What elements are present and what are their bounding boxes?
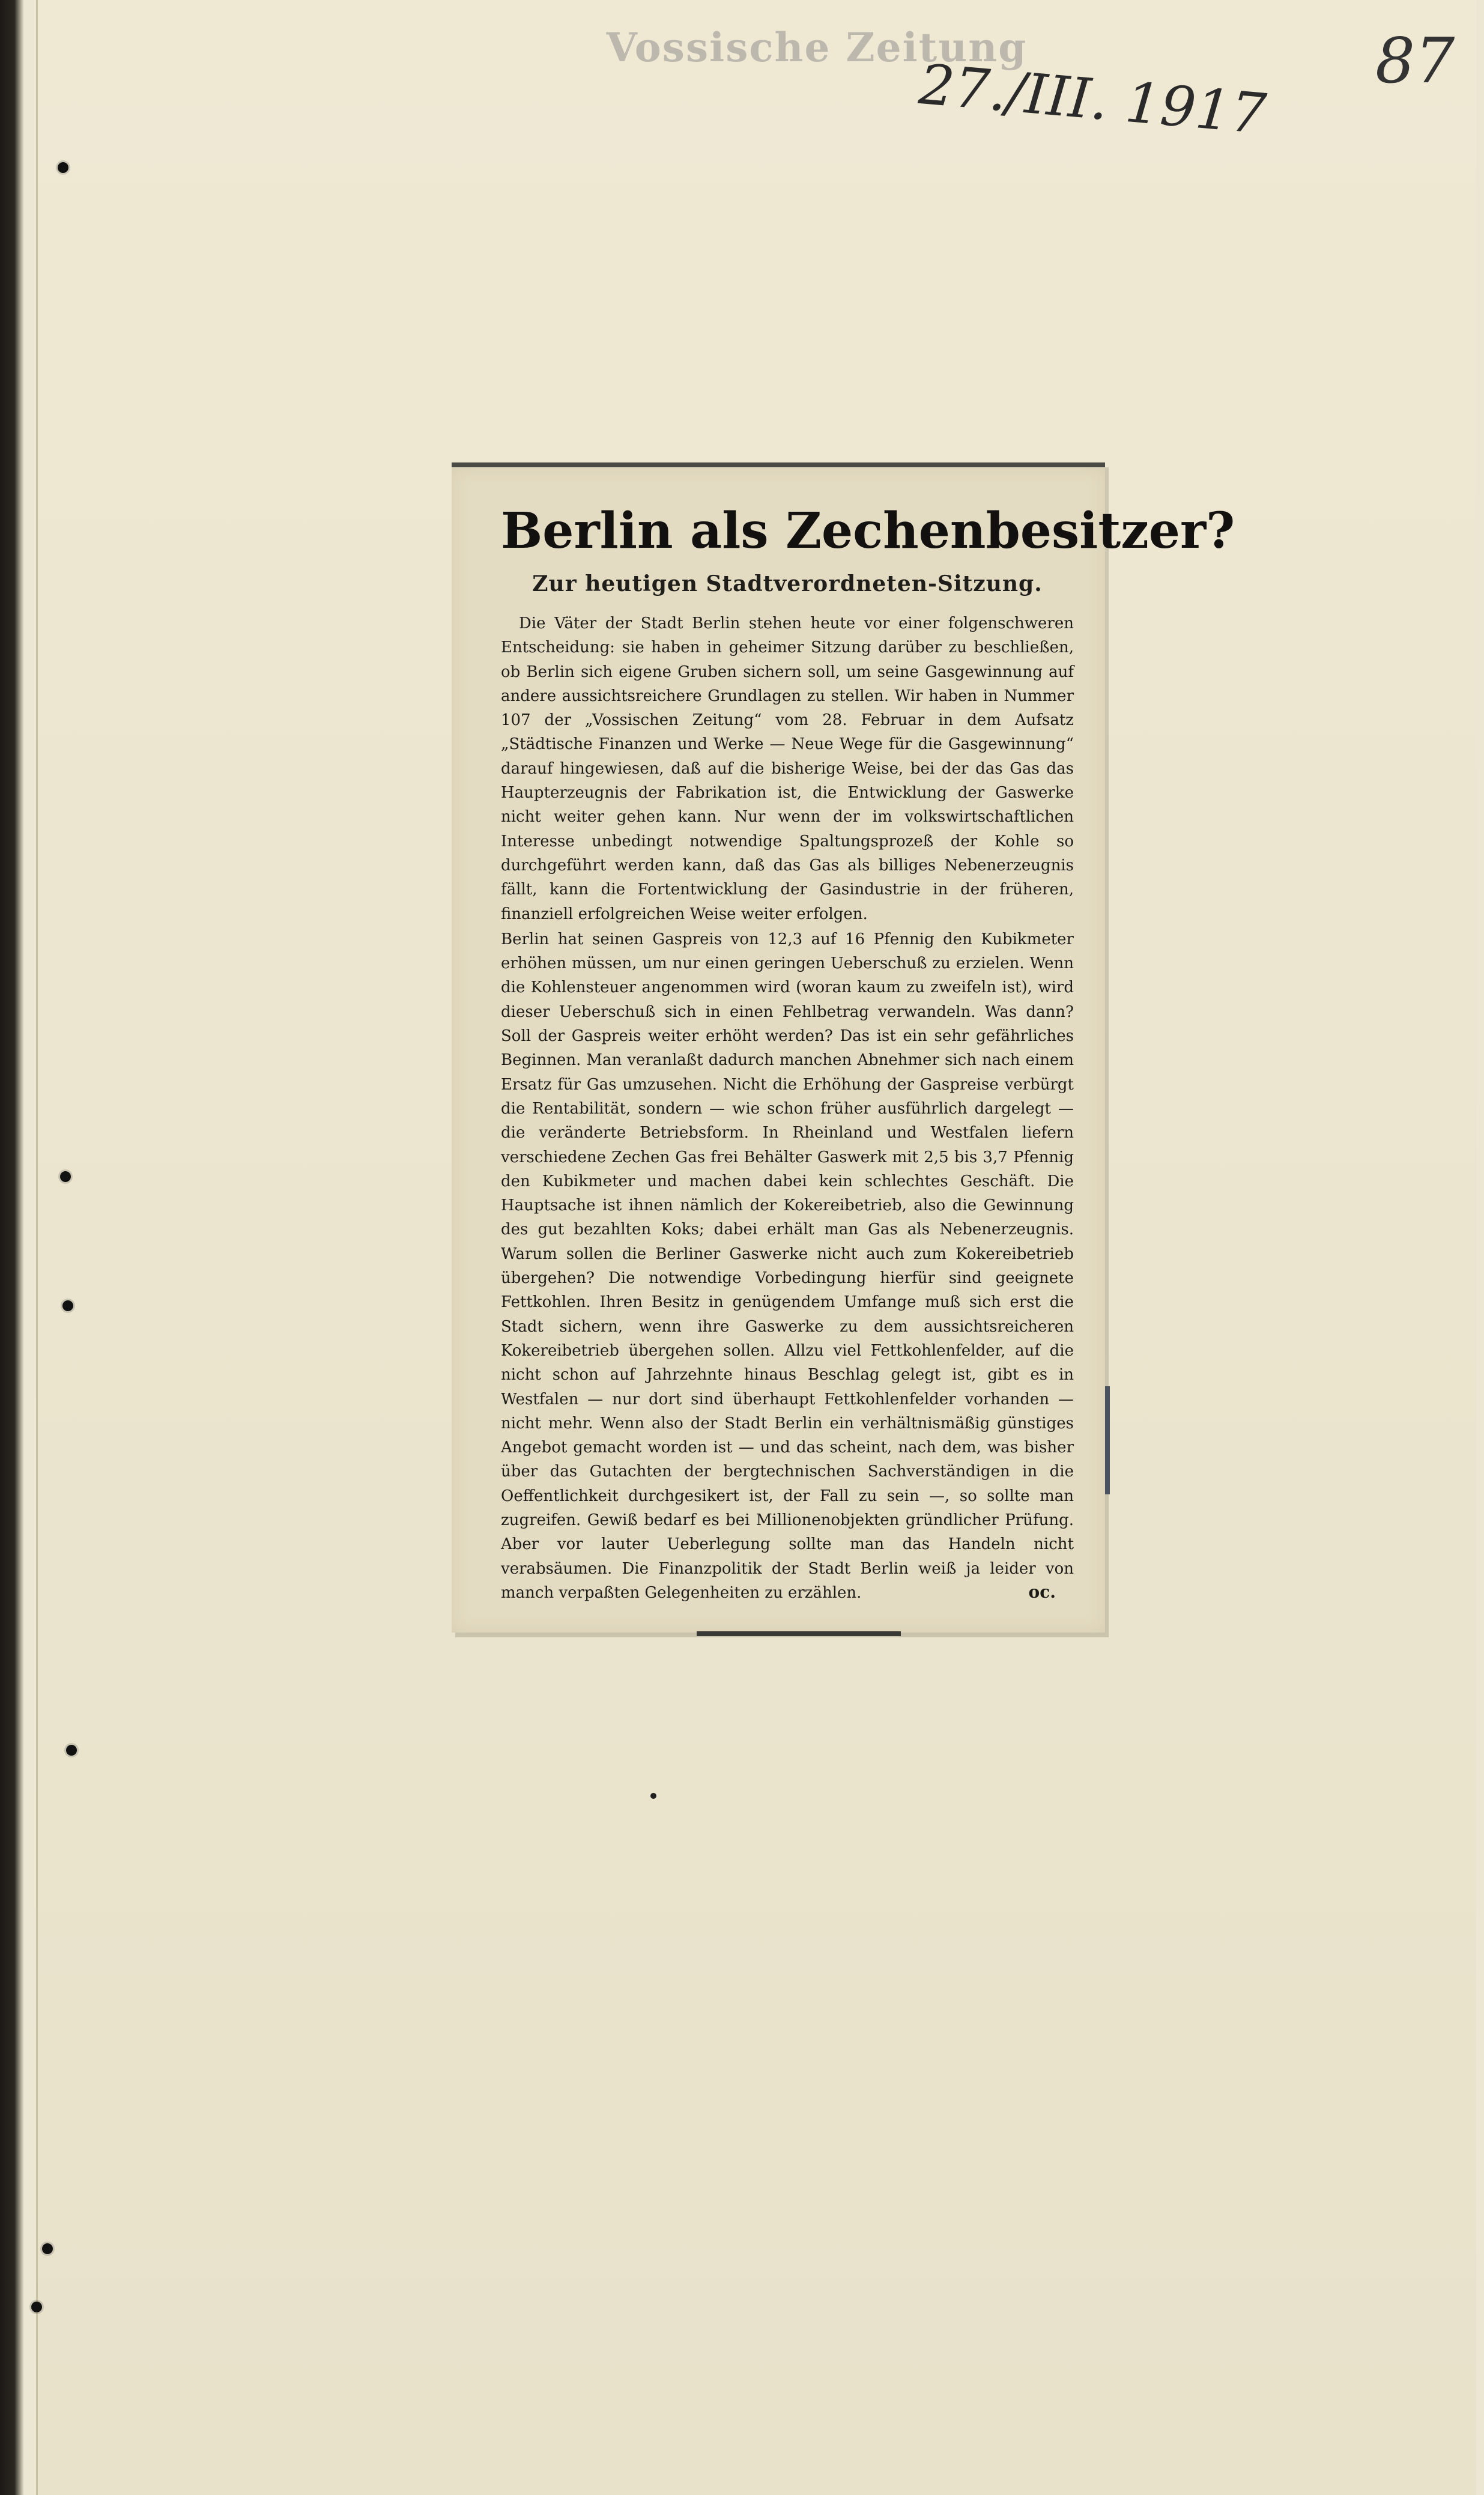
article-signature: oc.	[1028, 1582, 1056, 1602]
punch-hole	[31, 2302, 42, 2312]
article-headline: Berlin als Zechenbesitzer?	[501, 502, 1235, 560]
newspaper-clipping	[452, 462, 1235, 1633]
article-subheadline: Zur heutigen Stadtverordneten-Sitzung.	[532, 571, 1043, 596]
handwritten-date: 27./III. 1917	[916, 52, 1269, 147]
punch-hole	[62, 1300, 73, 1311]
punch-hole	[66, 1745, 77, 1756]
punch-hole	[42, 2243, 53, 2254]
punch-hole	[58, 162, 68, 173]
punch-hole	[60, 1171, 71, 1182]
article-paragraph: Die Väter der Stadt Berlin stehen heute vor einer folgenschweren Entscheidung: sie haben in geheimer Sitzung darüber zu beschließen, ob Berlin sich eigene Gruben sichern soll, um seine Gasgewinnung auf andere aussichtsreichere Grundlagen zu stellen. Wir haben in Nummer 107 der „Vossischen Zeitung“ vom 28. Februar in dem Aufsatz „Städtische Finanzen und Werke — Neue Wege für die Gasgewinnung“ darauf hingewiesen, daß auf die bisherige Weise, bei der das Gas das Haupterzeugnis der Fabrikation ist, die Entwicklung der Gaswerke nicht weiter gehen kann. Nur wenn der im volkswirtschaftlichen Interesse unbedingt notwendige Spaltungsprozeß der Kohle so durchgeführt werden kann, daß das Gas als billiges Nebenerzeugnis fällt, kann die Fortentwicklung der Gasindustrie in der früheren, finanziell erfolgreichen Weise weiter erfolgen.	[501, 614, 1074, 923]
newspaper-masthead-stamp: Vossische Zeitung	[606, 24, 1028, 71]
clipping-edge-mark	[697, 1631, 901, 1636]
paper-speck	[650, 1793, 656, 1799]
scan-edge-shadow	[0, 0, 24, 2495]
article-paragraph: Berlin hat seinen Gaspreis von 12,3 auf 16 Pfennig den Kubikmeter erhöhen müssen, um nur einen geringen Ueberschuß zu erzielen. Wenn die Kohlensteuer angenommen wird (woran kaum zu zweifeln ist), wird dieser Ueberschuß sich in einen Fehlbetrag verwandeln. Was dann? Soll der Gaspreis weiter erhöht werden? Das ist ein sehr gefährliches Beginnen. Man veranlaßt dadurch manchen Abnehmer sich nach einem Ersatz für Gas umzusehen. Nicht die Erhöhung der Gaspreise verbürgt die Rentabilität, sondern — wie schon früher ausführlich dargelegt — die veränderte Betriebsform. In Rheinland und Westfalen liefern verschiedene Zechen Gas frei Behälter Gaswerk mit 2,5 bis 3,7 Pfennig den Kubikmeter und machen dabei kein schlechtes Geschäft. Die Hauptsache ist ihnen nämlich der Kokereibetrieb, also die Gewinnung des gut bezahlten Koks; dabei erhält man Gas als Nebenerzeugnis. Warum sollen die Berliner Gaswerke nicht auch zum Kokereibetrieb übergehen? Die notwendige Vorbedingung hierfür sind geeignete Fettkohlen. Ihren Besitz in genügendem Umfange muß sich erst die Stadt sichern, wenn ihre Gaswerke zu dem aussichtsreicheren Kokereibetrieb übergehen sollen. Allzu viel Fettkohlenfelder, auf die nicht schon auf Jahrzehnte hinaus Beschlag gelegt ist, gibt es in Westfalen — nur dort sind überhaupt Fettkohlenfelder vorhanden — nicht mehr. Wenn also der Stadt Berlin ein verhältnismäßig günstiges Angebot gemacht worden ist — und das scheint, nach dem, was bisher über das Gutachten der bergtechnischen Sachverständigen in die Oeffentlichkeit durchgesikert ist, der Fall zu sein —, so sollte man zugreifen. Gewiß bedarf es bei Millionenobjekten gründlicher Prüfung. Aber vor lauter Ueberlegung sollte man das Handeln nicht verabsäumen. Die Finanzpolitik der Stadt Berlin weiß ja leider von manch verpaßten Gelegenheiten zu erzählen.	[501, 930, 1074, 1602]
folio-number: 87	[1375, 24, 1455, 97]
